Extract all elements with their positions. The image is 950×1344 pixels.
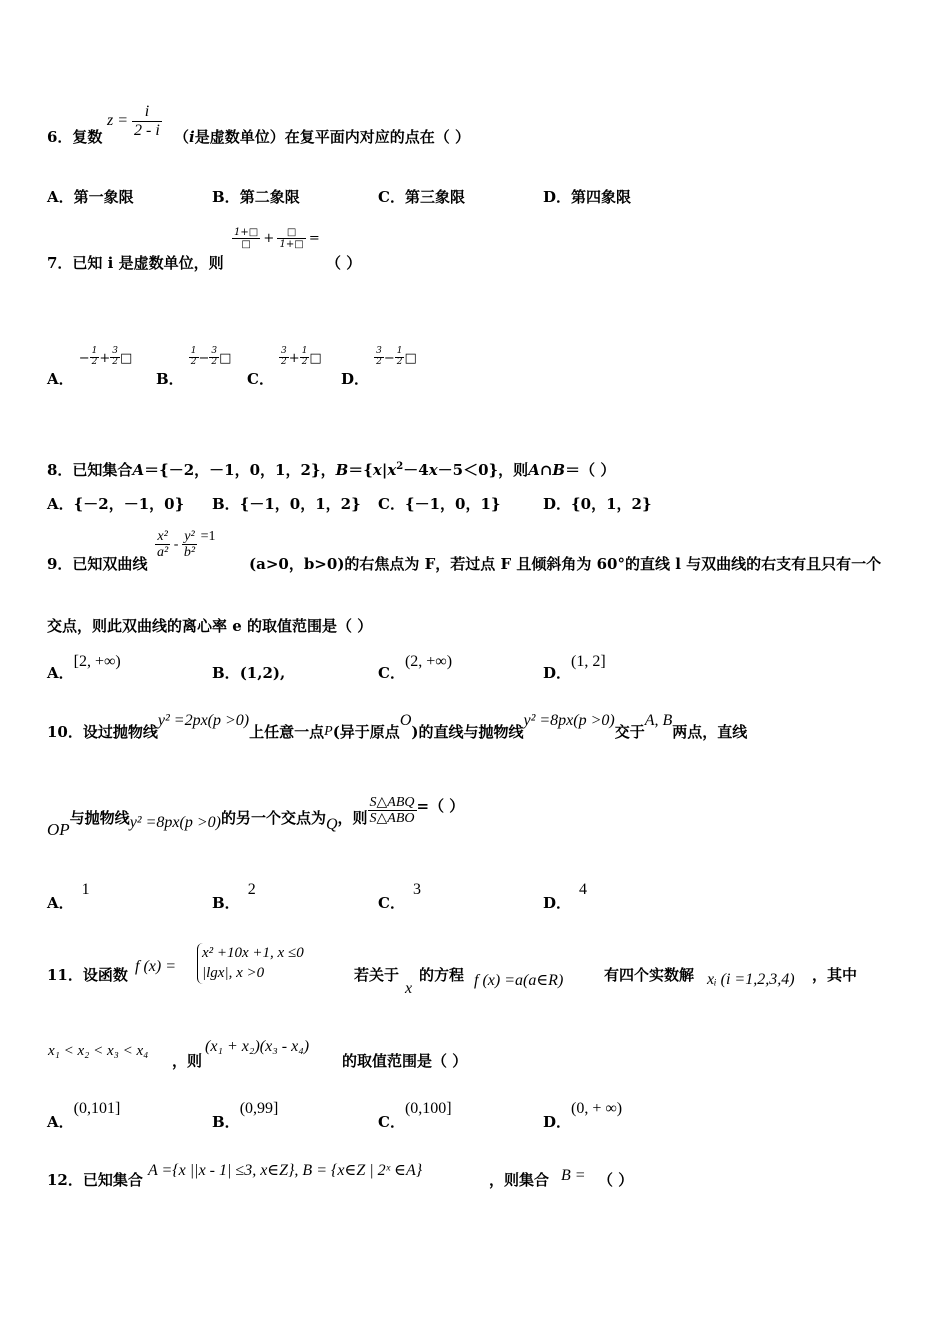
q11-t5: ，则 xyxy=(172,1052,203,1070)
q12-number: 12．已知集合 xyxy=(47,1171,143,1189)
q11-expr: (x₁ + x₂)(x₃ - x₄) xyxy=(205,1038,310,1055)
q8-option-a[interactable]: A．{－2，－1，0} xyxy=(47,495,185,513)
q7-a-num: 1+□ xyxy=(234,227,259,238)
q9-number: 9．已知双曲线 xyxy=(47,555,148,573)
q11-option-a[interactable]: A．(0,101] xyxy=(47,1100,121,1131)
q12-t2: （ ） xyxy=(598,1171,634,1189)
q9-option-d[interactable]: D．(1, 2] xyxy=(543,653,606,682)
q6-i: i xyxy=(189,128,195,146)
q7-b-num: □ xyxy=(277,227,305,239)
q6-desc xyxy=(174,126,470,147)
q12-expr: A ={x ||x - 1| ≤3, x∈Z}, B = {x∈Z | 2ˣ ∈A} xyxy=(148,1162,423,1179)
q7-plus: + xyxy=(263,231,275,246)
q7-option-b[interactable]: B． $\frac{1}{2}$ − $\frac{3}{2}$ □ xyxy=(156,346,232,388)
q10-option-b[interactable]: B．2 xyxy=(212,881,256,912)
q7-option-a[interactable]: A． − $\frac{1}{2}$ + $\frac{3}{2}$ □ xyxy=(47,346,133,388)
q10-line1: 10．设过抛物线y² =2px(p >0)上任意一点P(异于原点O)的直线与抛物线y² =8px(p >0)交于A, B两点，直线 xyxy=(47,712,748,741)
q11-fx: f (x) = xyxy=(135,958,176,975)
q6-option-c[interactable]: C．第三象限 xyxy=(378,188,465,206)
q6-desc-text: 是虚数单位）在复平面内对应的点在（ ） xyxy=(194,128,470,146)
q11-piecewise: x² +10x +1, x ≤0 |lgx|, x >0 xyxy=(197,943,304,984)
q11-x: x xyxy=(405,980,413,997)
q11-option-d[interactable]: D．(0, + ∞) xyxy=(543,1100,623,1131)
q7-option-c[interactable]: C． $\frac{3}{2}$ + $\frac{1}{2}$ □ xyxy=(247,346,322,388)
q10-option-c[interactable]: C．3 xyxy=(378,881,421,912)
q9-option-a[interactable]: A．[2, +∞) xyxy=(47,653,121,682)
q11-t6: 的取值范围是（ ） xyxy=(342,1052,468,1070)
q6-option-b[interactable]: B．第二象限 xyxy=(212,188,300,206)
q7-number: 7．已知 i 是虚数单位，则 xyxy=(47,254,224,272)
q10-line2: OP与抛物线y² =8px(p >0)的另一个交点为Q，则 $\frac{\text{S△ABQ}}{\text{S△ABO}}$ =（ ） xyxy=(47,795,465,840)
q6-fraction xyxy=(132,103,162,139)
q9-line2: 交点，则此双曲线的离心率 e 的取值范围是（ ） xyxy=(47,617,373,635)
q7-stem xyxy=(47,252,224,273)
q7-a-den: □ xyxy=(241,239,251,250)
q9-option-c[interactable]: C．(2, +∞) xyxy=(378,653,453,682)
q6-frac-den: 2 - i xyxy=(134,121,160,139)
q8-stem: 8．已知集合A＝{－2，－1，0，1，2}，$B=\{x|x^2-4x-5<0\}$，则A∩B＝（ ） xyxy=(47,461,616,479)
q6-paren: （ xyxy=(174,128,190,146)
q6-number: 6．复数 xyxy=(47,128,103,146)
q11-t4: ，其中 xyxy=(812,966,858,984)
q9-line1: (a>0，b>0)的右焦点为 F，若过点 F 且倾斜角为 60°的直线 l 与双曲线的右支有且只有一个 xyxy=(249,555,882,573)
q11-xi: xᵢ (i =1,2,3,4) xyxy=(707,971,795,988)
q9-option-b[interactable]: B．(1,2), xyxy=(212,664,286,682)
q11-ineq: x₁ < x₂ < x₃ < x₄ xyxy=(48,1043,149,1059)
q7-eq: = xyxy=(308,231,320,246)
q8-option-c[interactable]: C．{－1，0，1} xyxy=(378,495,501,513)
q11-eq: f (x) =a(a∈R) xyxy=(474,972,564,989)
q7-option-d[interactable]: D． $\frac{3}{2}$ − $\frac{1}{2}$ □ xyxy=(341,346,417,388)
q8-option-b[interactable]: B．{－1，0，1，2} xyxy=(212,495,361,513)
q11-option-b[interactable]: B．(0,99] xyxy=(212,1100,279,1131)
q12-t1: ，则集合 xyxy=(489,1171,550,1189)
q11-t3: 有四个实数解 xyxy=(604,966,695,984)
q10-option-a[interactable]: A．1 xyxy=(47,881,90,912)
q7-formula xyxy=(232,227,320,250)
q6-formula xyxy=(107,103,162,139)
q8-option-d[interactable]: D．{0，1，2} xyxy=(543,495,652,513)
q11-option-c[interactable]: C．(0,100] xyxy=(378,1100,452,1131)
q7-b-den: 1+□ xyxy=(279,239,304,250)
q6-frac-num: i xyxy=(132,103,162,122)
q9-formula: $\frac{\text{x²}}{\text{a²}}$ - $\frac{\text{y²}}{\text{b²}}$ =1 xyxy=(157,528,216,561)
q11-t2: 的方程 xyxy=(419,966,465,984)
q12-B: B = xyxy=(561,1167,586,1184)
q7-blank: （ ） xyxy=(326,254,362,272)
q10-option-d[interactable]: D．4 xyxy=(543,881,588,912)
q6-stem xyxy=(47,126,102,147)
q11-number: 11．设函数 xyxy=(47,966,128,984)
q6-z: z = xyxy=(107,112,129,130)
q11-t1: 若关于 xyxy=(354,966,400,984)
q6-option-a[interactable]: A．第一象限 xyxy=(47,188,134,206)
q6-option-d[interactable]: D．第四象限 xyxy=(543,188,632,206)
